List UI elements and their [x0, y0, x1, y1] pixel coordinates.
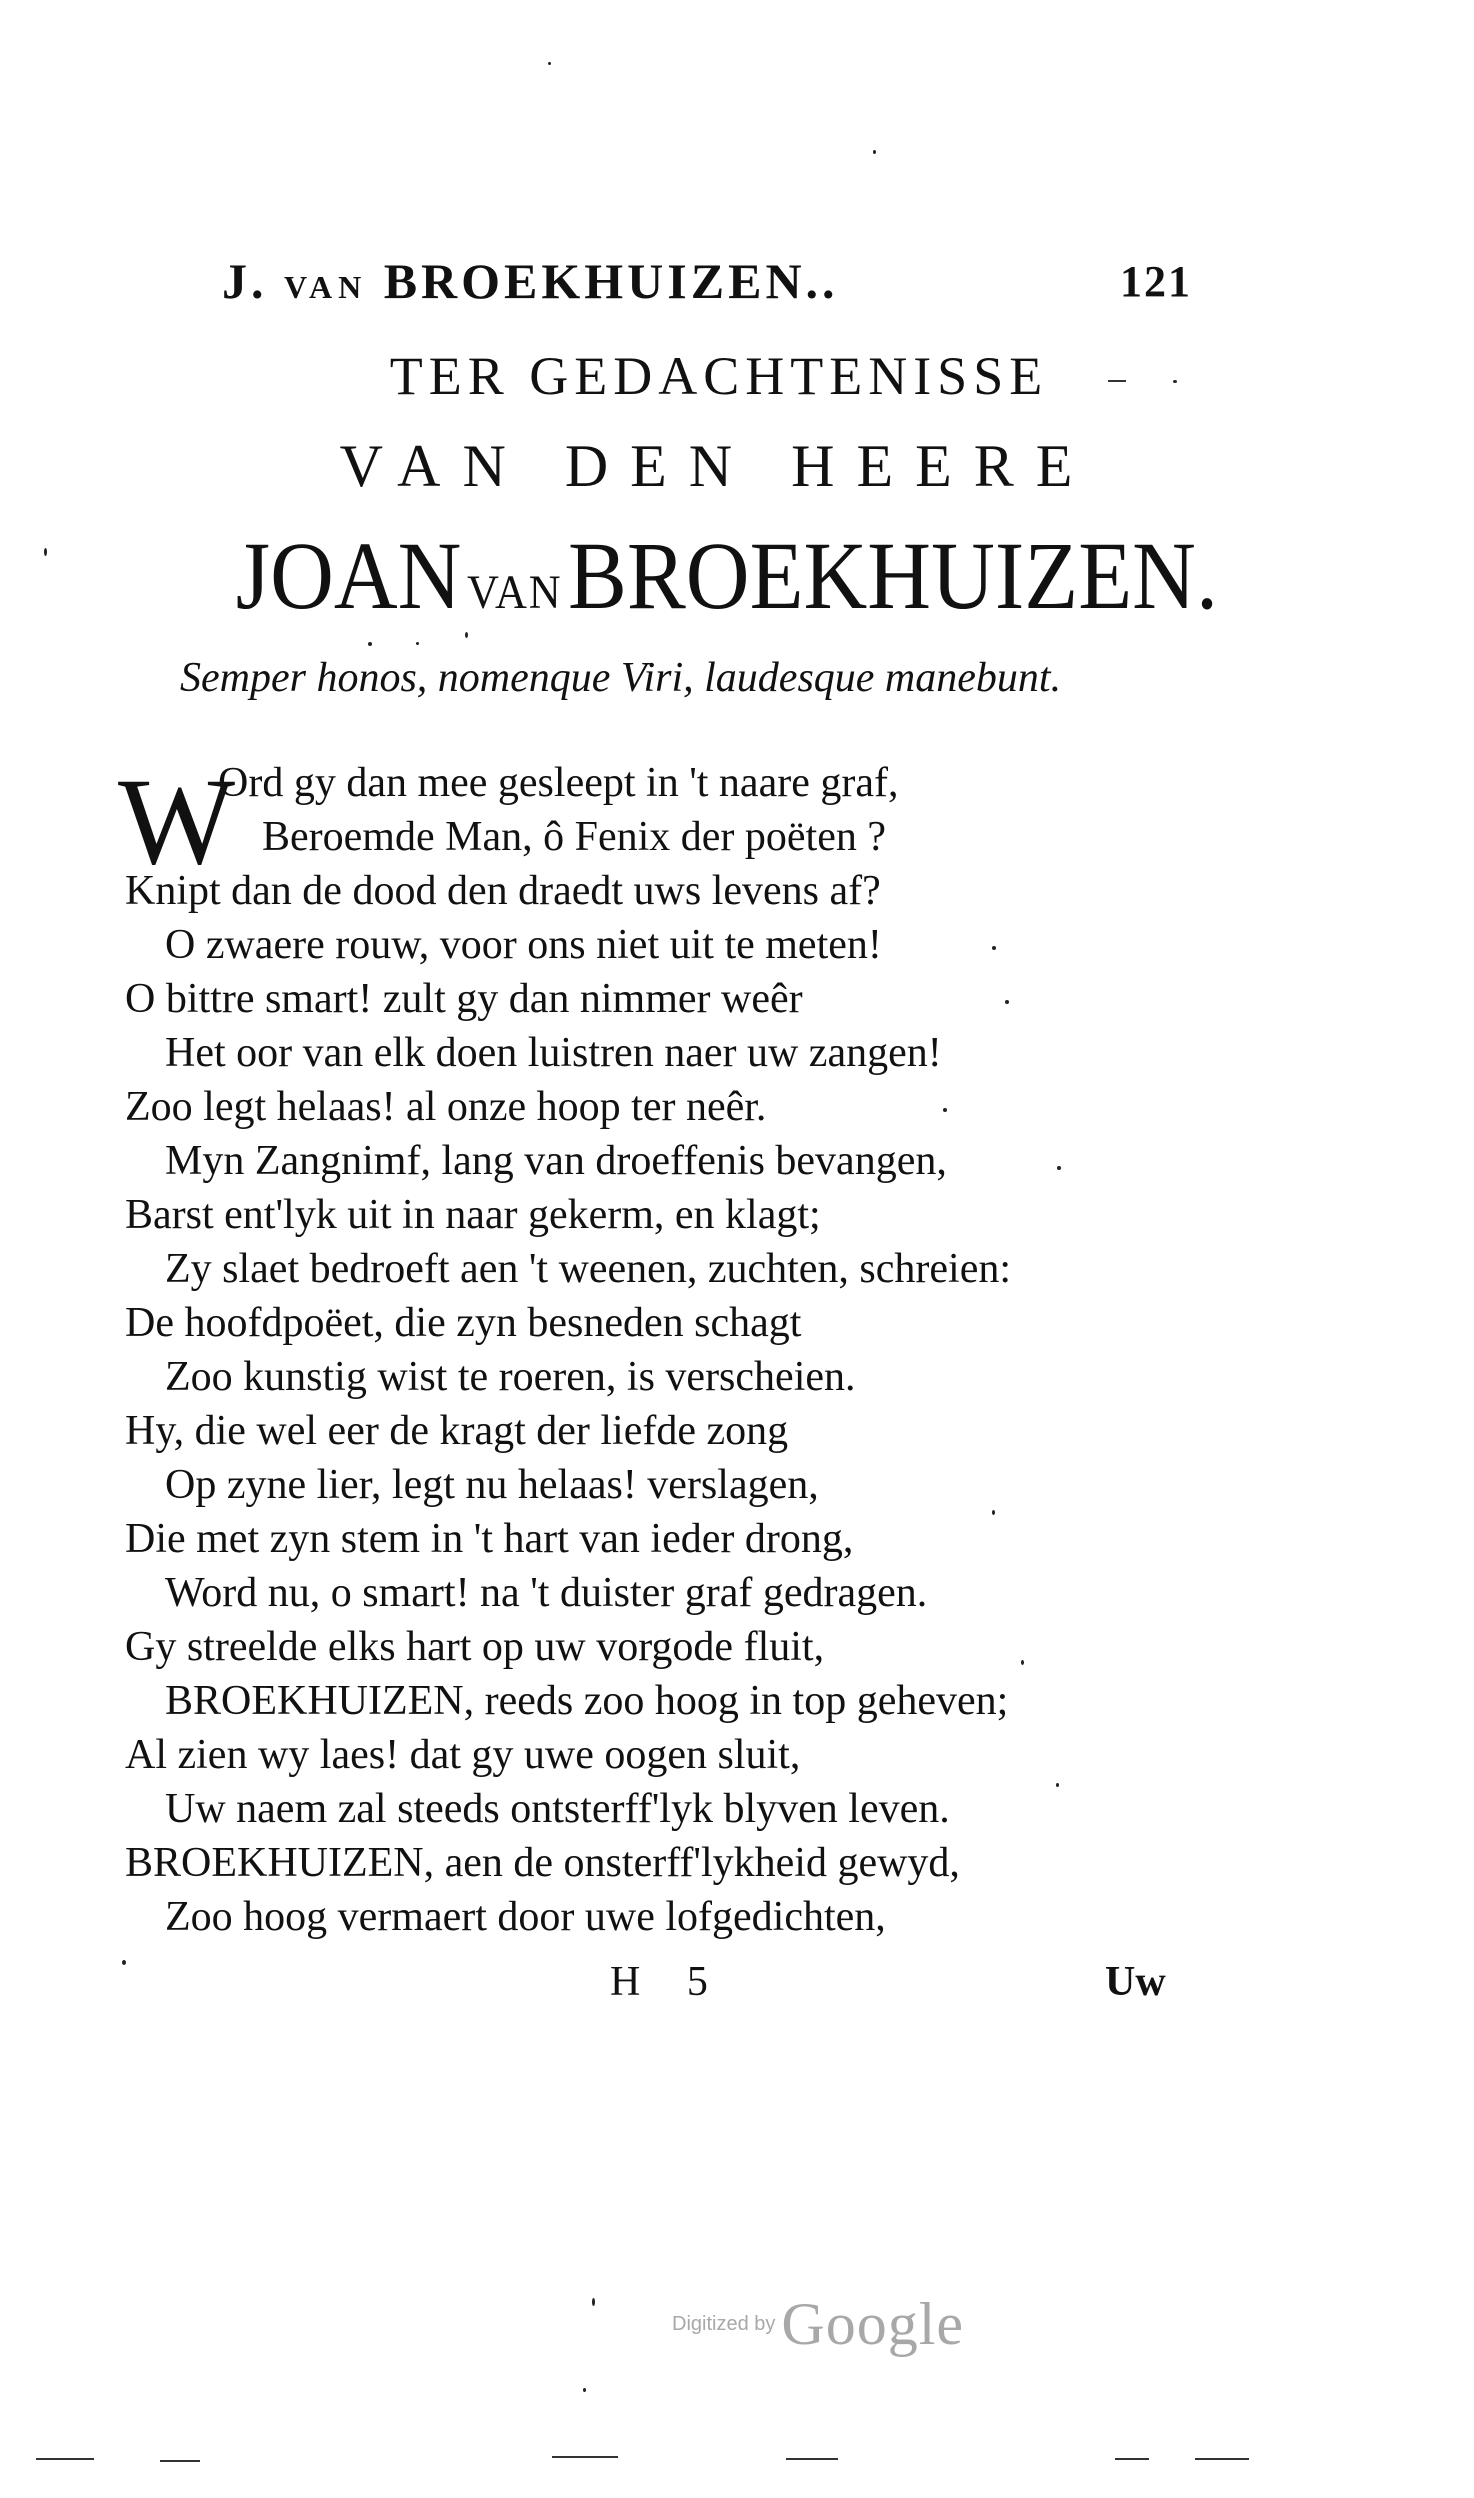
scan-mark — [1108, 380, 1126, 382]
poem-line: Op zyne lier, legt nu helaas! verslagen, — [165, 1462, 819, 1508]
poem-line: O zwaere rouw, voor ons niet uit te meten! — [165, 922, 882, 968]
scan-speck — [1056, 1783, 1059, 1787]
scan-speck — [1173, 380, 1177, 383]
title-line-2 — [0, 432, 1474, 501]
signature-mark: H 5 — [610, 1959, 726, 2005]
running-head-prefix: J. — [222, 253, 284, 309]
scan-speck — [583, 2388, 586, 2392]
poem-line: De hoofdpoëet, die zyn besneden schagt — [125, 1300, 802, 1346]
title-name-particle: VAN — [467, 566, 563, 619]
scan-speck — [44, 548, 47, 556]
poem-line: Uw naem zal steeds ontsterff'lyk blyven leven. — [165, 1786, 950, 1832]
scan-speck — [1057, 1166, 1061, 1170]
running-head-small: VAN — [284, 269, 368, 305]
scan-speck — [368, 642, 372, 646]
title-line-3 — [0, 520, 1474, 631]
title-line-1 — [0, 345, 1474, 407]
poem-line: BROEKHUIZEN, aen de onsterff'lykheid gewyd, — [125, 1840, 960, 1886]
watermark-brand: Google — [781, 2291, 965, 2357]
scan-speck — [992, 946, 996, 950]
poem-line: Al zien wy laes! dat gy uwe oogen sluit, — [125, 1732, 801, 1778]
poem-line: Word nu, o smart! na 't duister graf gedragen. — [165, 1570, 928, 1616]
poem-line: Zoo legt helaas! al onze hoop ter neêr. — [125, 1084, 767, 1130]
title-line-1-text: TER GEDACHTENISSE — [389, 346, 1049, 406]
title-line-2-text: VAN DEN HEERE — [339, 433, 1095, 499]
poem-line: Myn Zangnimf, lang van droeffenis bevangen, — [165, 1138, 947, 1184]
scan-speck — [873, 150, 876, 154]
poem-line: O bittre smart! zult gy dan nimmer weêr — [125, 976, 803, 1022]
page-number: 121 — [1120, 257, 1192, 306]
drop-cap: W — [118, 753, 236, 890]
motto: Semper honos, nomenque Viri, laudesque manebunt. — [180, 655, 1062, 701]
running-head — [0, 252, 1474, 312]
scan-speck — [1005, 1000, 1009, 1004]
poem-line: Zoo kunstig wist te roeren, is verscheien. — [165, 1354, 856, 1400]
scan-speck — [548, 62, 551, 65]
watermark-prefix: Digitized by — [672, 2313, 776, 2335]
scan-mark — [552, 2456, 618, 2458]
poem-line: Gy streelde elks hart op uw vorgode fluit, — [125, 1624, 825, 1670]
scan-speck — [1021, 1660, 1024, 1665]
poem-line: Ord gy dan mee gesleept in 't naare graf, — [218, 760, 899, 806]
title-name-last: BROEKHUIZEN. — [568, 522, 1219, 629]
poem-line: Zy slaet bedroeft aen 't weenen, zuchten, schreien: — [165, 1246, 1012, 1292]
running-head-main: BROEKHUIZEN.. — [367, 253, 839, 309]
scan-mark — [1195, 2458, 1249, 2460]
digitization-watermark — [672, 2290, 964, 2359]
poem-line: BROEKHUIZEN, reeds zoo hoog in top geheven; — [165, 1678, 1009, 1724]
poem-line: Knipt dan de dood den draedt uws levens af? — [125, 868, 881, 914]
poem-line: Hy, die wel eer de kragt der liefde zong — [125, 1408, 789, 1454]
scan-speck — [122, 1960, 126, 1965]
title-name-first: JOAN — [235, 522, 462, 629]
scan-speck — [465, 632, 468, 638]
scan-speck — [943, 1108, 947, 1112]
scan-mark — [160, 2460, 200, 2462]
scan-speck — [992, 1510, 995, 1515]
scan-mark — [786, 2458, 838, 2460]
scan-mark — [36, 2458, 94, 2460]
catchword: Uw — [1105, 1959, 1166, 2005]
scan-speck — [416, 642, 419, 645]
poem-line: Zoo hoog vermaert door uwe lofgedichten, — [165, 1894, 886, 1940]
poem-line: Beroemde Man, ô Fenix der poëten ? — [262, 814, 886, 860]
poem-line: Barst ent'lyk uit in naar gekerm, en klagt; — [125, 1192, 821, 1238]
scan-mark — [1115, 2458, 1149, 2460]
poem-line: Het oor van elk doen luistren naer uw zangen! — [165, 1030, 942, 1076]
running-head-title — [222, 252, 839, 310]
poem-line: Die met zyn stem in 't hart van ieder drong, — [125, 1516, 854, 1562]
scan-speck — [592, 2298, 595, 2306]
